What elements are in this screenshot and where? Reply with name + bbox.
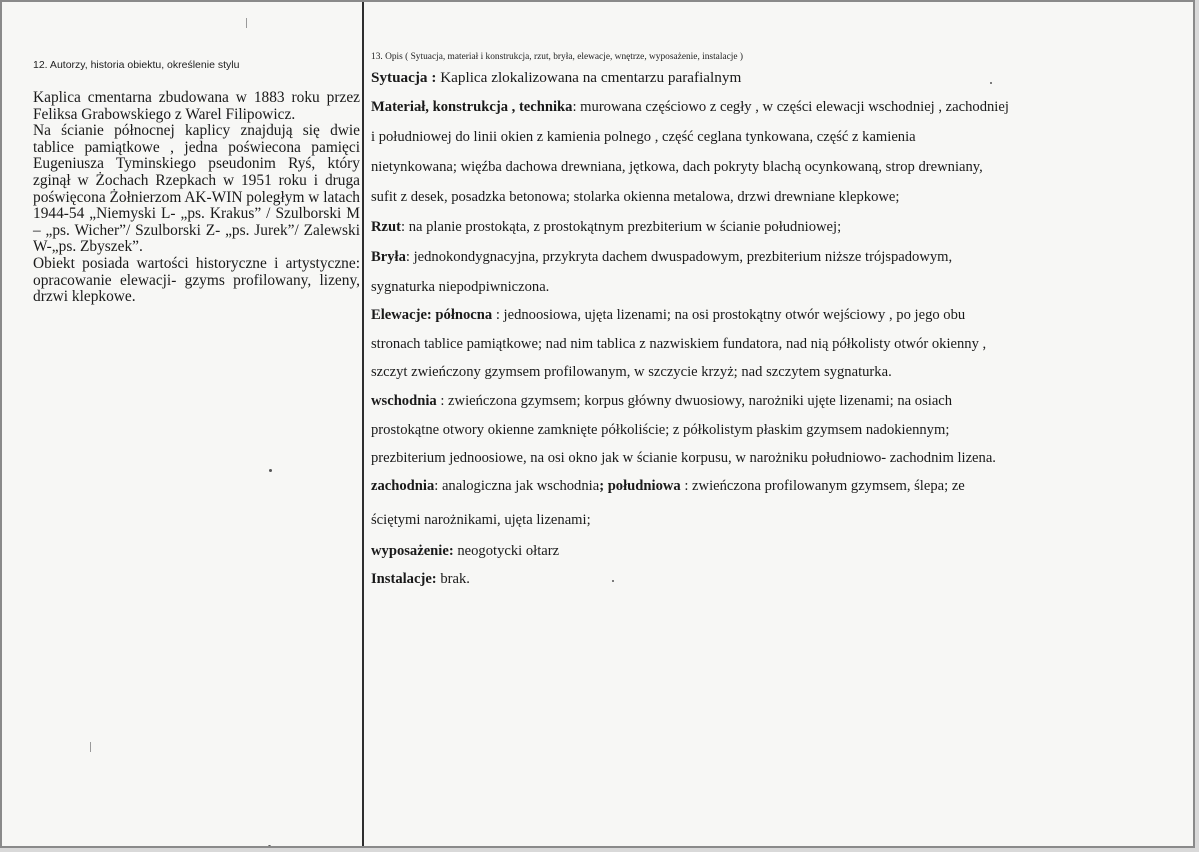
description-line-elevations [371, 306, 965, 324]
line-label: zachodnia [371, 478, 435, 494]
section-12-body [33, 90, 360, 306]
line-label: Materiał, konstrukcja , technika [371, 99, 573, 115]
right-column [364, 2, 1193, 846]
description-line-material [371, 98, 1009, 116]
line-text: brak. [436, 571, 470, 587]
line-label: Sytuacja : [371, 69, 437, 86]
history-paragraph-3: Obiekt posiada wartości historyczne i artystyczne: opracowanie elewacji- gzyms profilowany, lizeny, drzwi klepkowe. [33, 254, 360, 306]
scan-speck [268, 845, 271, 848]
description-line [371, 511, 591, 529]
scan-speck [990, 82, 992, 84]
scan-speck [269, 469, 272, 472]
line-text: : murowana częściowo z cegły , w części elewacji wschodniej , zachodniej [572, 99, 1009, 115]
description-line-body [371, 248, 952, 266]
line-text: stronach tablice pamiątkowe; nad nim tablica z nazwiskiem fundatora, nad nią półkolisty otwór okienny , [371, 336, 987, 352]
description-line [371, 128, 916, 146]
description-line [371, 335, 986, 353]
description-line [371, 449, 996, 467]
left-column [2, 2, 364, 846]
line-text: prostokątne otwory okienne zamknięte półkoliście; z półkolistym płaskim gzymsem nadokiennym; [371, 422, 950, 438]
line-text: : analogiczna jak wschodnia [434, 478, 600, 494]
description-line-west-south [371, 477, 965, 495]
line-text: sufit z desek, posadzka betonowa; stolarka okienna metalowa, drzwi drewniane klepkowe; [371, 189, 900, 205]
description-line-situation [371, 69, 741, 87]
history-paragraph-2: Na ścianie północnej kaplicy znajdują się dwie tablice pamiątkowe , jedna poświecona pamięci Eugeniusza Tyminskiego pseudonim Ryś, który zginął w Żochach Rzepkach w 1951 roku i druga poświęcona Żołnierzom AK-WIN poległym w latach 1944-54 „Niemyski L- „ps. Krakus” / Szulborski M – „ps. Wicher”/ Szulborski Z- „ps. Jurek”/ Zalewski W-„ps. Zbyszek”. [33, 122, 360, 256]
line-label: Elewacje: północna [371, 307, 493, 323]
line-text: szczyt zwieńczony gzymsem profilowanym, w szczycie krzyż; nad szczytem sygnaturka. [371, 364, 892, 380]
section-13-header: 13. Opis ( Sytuacja, materiał i konstrukcja, rzut, bryła, elewacje, wnętrze, wyposażenie, instalacje ) [371, 52, 743, 62]
line-text: Kaplica zlokalizowana na cmentarzu parafialnym [436, 69, 742, 86]
description-line [371, 188, 899, 206]
line-text: nietynkowana; więźba dachowa drewniana, jętkowa, dach pokryty blachą ocynkowaną, strop drewniany, [371, 159, 983, 175]
line-label: Rzut [371, 219, 401, 235]
line-text: : jednoosiowa, ujęta lizenami; na osi prostokątny otwór wejściowy , po jego obu [492, 307, 966, 323]
line-text: neogotycki ołtarz [453, 543, 560, 559]
scan-speck [612, 580, 614, 582]
description-line [371, 158, 983, 176]
line-text: : jednokondygnacyjna, przykryta dachem dwuspadowym, prezbiterium niższe trójspadowym, [405, 249, 953, 265]
line-text: : zwieńczona gzymsem; korpus główny dwuosiowy, narożniki ujęte lizenami; na osiach [436, 393, 953, 409]
description-line [371, 363, 892, 381]
line-text: : na planie prostokąta, z prostokątnym prezbiterium w ścianie południowej; [401, 219, 842, 235]
section-12-header: 12. Autorzy, historia obiektu, określenie stylu [33, 59, 240, 71]
description-line [371, 421, 949, 439]
line-text: prezbiterium jednoosiowe, na osi okno jak w ścianie korpusu, w narożniku południowo- zachodnim lizena. [371, 450, 996, 466]
line-text-2: : zwieńczona profilowanym gzymsem, ślepa; ze [680, 478, 965, 494]
description-line [371, 278, 549, 296]
line-text: i południowej do linii okien z kamienia polnego , część ceglana tynkowana, część z kamienia [371, 129, 916, 145]
line-text: sygnaturka niepodpiwniczona. [371, 279, 550, 295]
line-label: wyposażenie: [371, 543, 454, 559]
line-text: ściętymi narożnikami, ujęta lizenami; [371, 512, 591, 528]
description-line-plan [371, 218, 841, 236]
scan-mark [90, 742, 91, 752]
description-line-east [371, 392, 952, 410]
line-label: Instalacje: [371, 571, 437, 587]
description-line-furnishing [371, 542, 559, 560]
description-line-installations [371, 570, 470, 588]
scan-mark [246, 18, 247, 28]
history-paragraph-1: Kaplica cmentarna zbudowana w 1883 roku przez Feliksa Grabowskiego z Warel Filipowicz. [33, 89, 360, 123]
line-label: Bryła [371, 249, 406, 265]
line-label: wschodnia [371, 393, 437, 409]
line-label-2: ; południowa [599, 478, 681, 494]
